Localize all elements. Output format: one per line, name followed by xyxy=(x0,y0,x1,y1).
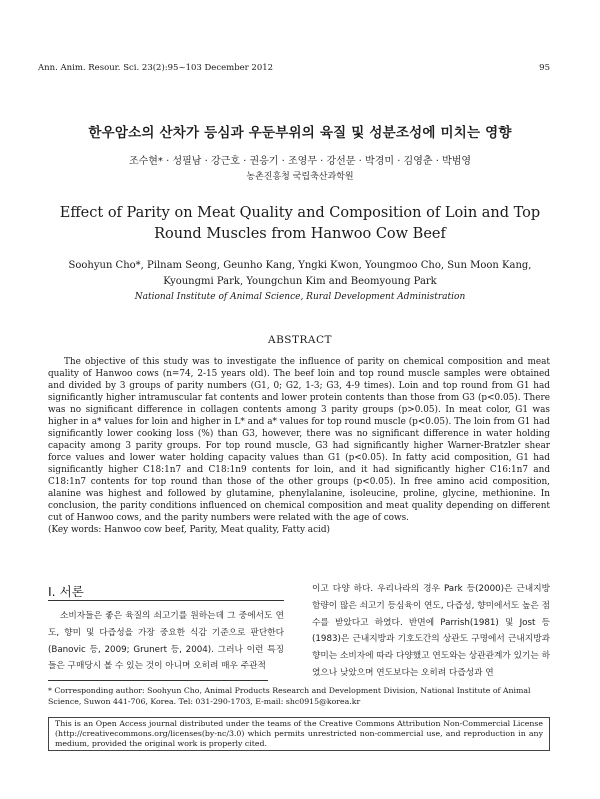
journal-citation: Ann. Anim. Resour. Sci. 23(2):95~103 December 2012 xyxy=(38,63,274,73)
korean-title: 한우암소의 산차가 등심과 우둔부위의 육질 및 성분조성에 미치는 영향 xyxy=(88,125,512,141)
abstract-body: The objective of this study was to investigate the influence of parity on chemical composition and meat quality of Hanwoo cows (n=74, 2-15 years old). The beef loin and top round muscle samples were obtained and divided by 3 groups of parity numbers (G1, 0; G2, 1-3; G3, 4-9 times). Loin and top round from G1 had significantly higher intramuscular fat contents and lower protein contents than those from G3 (p<0.05). There was no significant difference in collagen contents among 3 parity groups (p>0.05). In meat color, G1 was higher in a* values for loin and higher in L* and a* values for top round muscle (p<0.05). The loin from G1 had significantly lower cooking loss (%) than G3, however, there was no significant difference in water holding capacity among 3 parity groups. For top round muscle, G3 had significantly higher Warner-Bratzler shear force values and lower water holding capacity values than G1 (p<0.05). In fatty acid composition, G1 had significantly higher C18:1n7 and C18:1n9 contents for loin, and it had significantly higher C16:1n7 and C18:1n7 contents for top round than those of the other groups (p<0.05). In free amino acid composition, alanine was highest and followed by glutamine, phenylalanine, isoleucine, proline, glycine, methionine. In conclusion, the parity conditions influenced on chemical composition and meat quality depending on different cut of Hanwoo cows, and the parity numbers were related with the age of cows. xyxy=(48,357,550,523)
intro-right-text: 이고 다양 하다. 우리나라의 경우 Park 등(2000)은 근내지방 함량이 많은 쇠고기 등심육이 연도, 다즙성, 향미에서도 높은 점수를 받았다고 하였다. 반면에 Parrish(1981) 및 Jost 등(1983)은 근내지방과 기호도간의 상관도 구명에서 근내지방과 향미는 소비자에 따라 다양했고 연도와는 상관관계가 있기는 하였으나 낮았으며 연도보다는 오히려 다즙성과 연 xyxy=(312,584,550,678)
section-heading: I. 서론 xyxy=(48,584,84,599)
korean-institution: 농촌진흥청 국립축산과학원 xyxy=(246,172,354,182)
intro-left-text: 소비자들은 좋은 육질의 쇠고기를 원하는데 그 중에서도 연도, 향미 및 다즙성을 가장 중요한 식감 기준으로 판단한다(Banovic 등, 2009; Grunert 등, 2004). 그러나 이런 특징들은 구매당시 볼 수 있는 것이 아니며 오히려 매우 주관적 xyxy=(48,611,284,672)
korean-authors: 조수현* · 성필남 · 강근호 · 권응기 · 조영무 · 강선문 · 박경미 · 김영춘 · 박범영 xyxy=(128,156,472,167)
english-authors-line2: Kyoungmi Park, Youngchun Kim and Beomyoung Park xyxy=(163,276,437,287)
english-title: Effect of Parity on Meat Quality and Composition of Loin and Top Round Muscles from Hanwoo Cow Beef xyxy=(59,205,541,242)
license-box: This is an Open Access journal distributed under the teams of the Creative Commons Attribution Non-Commercial License (http://creativecommons.org/licenses(by-nc/3.0) which permits unrestricted non-commercial use, and reproduction in any medium, provided the original work is properly cited. xyxy=(48,717,550,751)
corresponding-author-footnote: * Corresponding author: Soohyun Cho, Animal Products Research and Development Division, National Institute of Animal Science, Suwon 441-706, Korea. Tel: 031-290-1703, E-mail: shc0915@korea.kr xyxy=(48,686,531,706)
footnote-rule xyxy=(48,680,268,681)
page-number: 95 xyxy=(539,63,550,73)
intro-right-column xyxy=(312,581,550,682)
abstract-block xyxy=(48,356,550,536)
section-rule xyxy=(48,600,284,601)
intro-left-column xyxy=(48,608,284,675)
abstract-heading: ABSTRACT xyxy=(267,334,333,346)
english-institution: National Institute of Animal Science, Rural Development Administration xyxy=(134,292,466,302)
keywords: (Key words: Hanwoo cow beef, Parity, Meat quality, Fatty acid) xyxy=(48,525,331,535)
english-authors xyxy=(40,258,560,290)
english-authors-line1: Soohyun Cho*, Pilnam Seong, Geunho Kang, Yngki Kwon, Youngmoo Cho, Sun Moon Kang, xyxy=(68,260,532,271)
